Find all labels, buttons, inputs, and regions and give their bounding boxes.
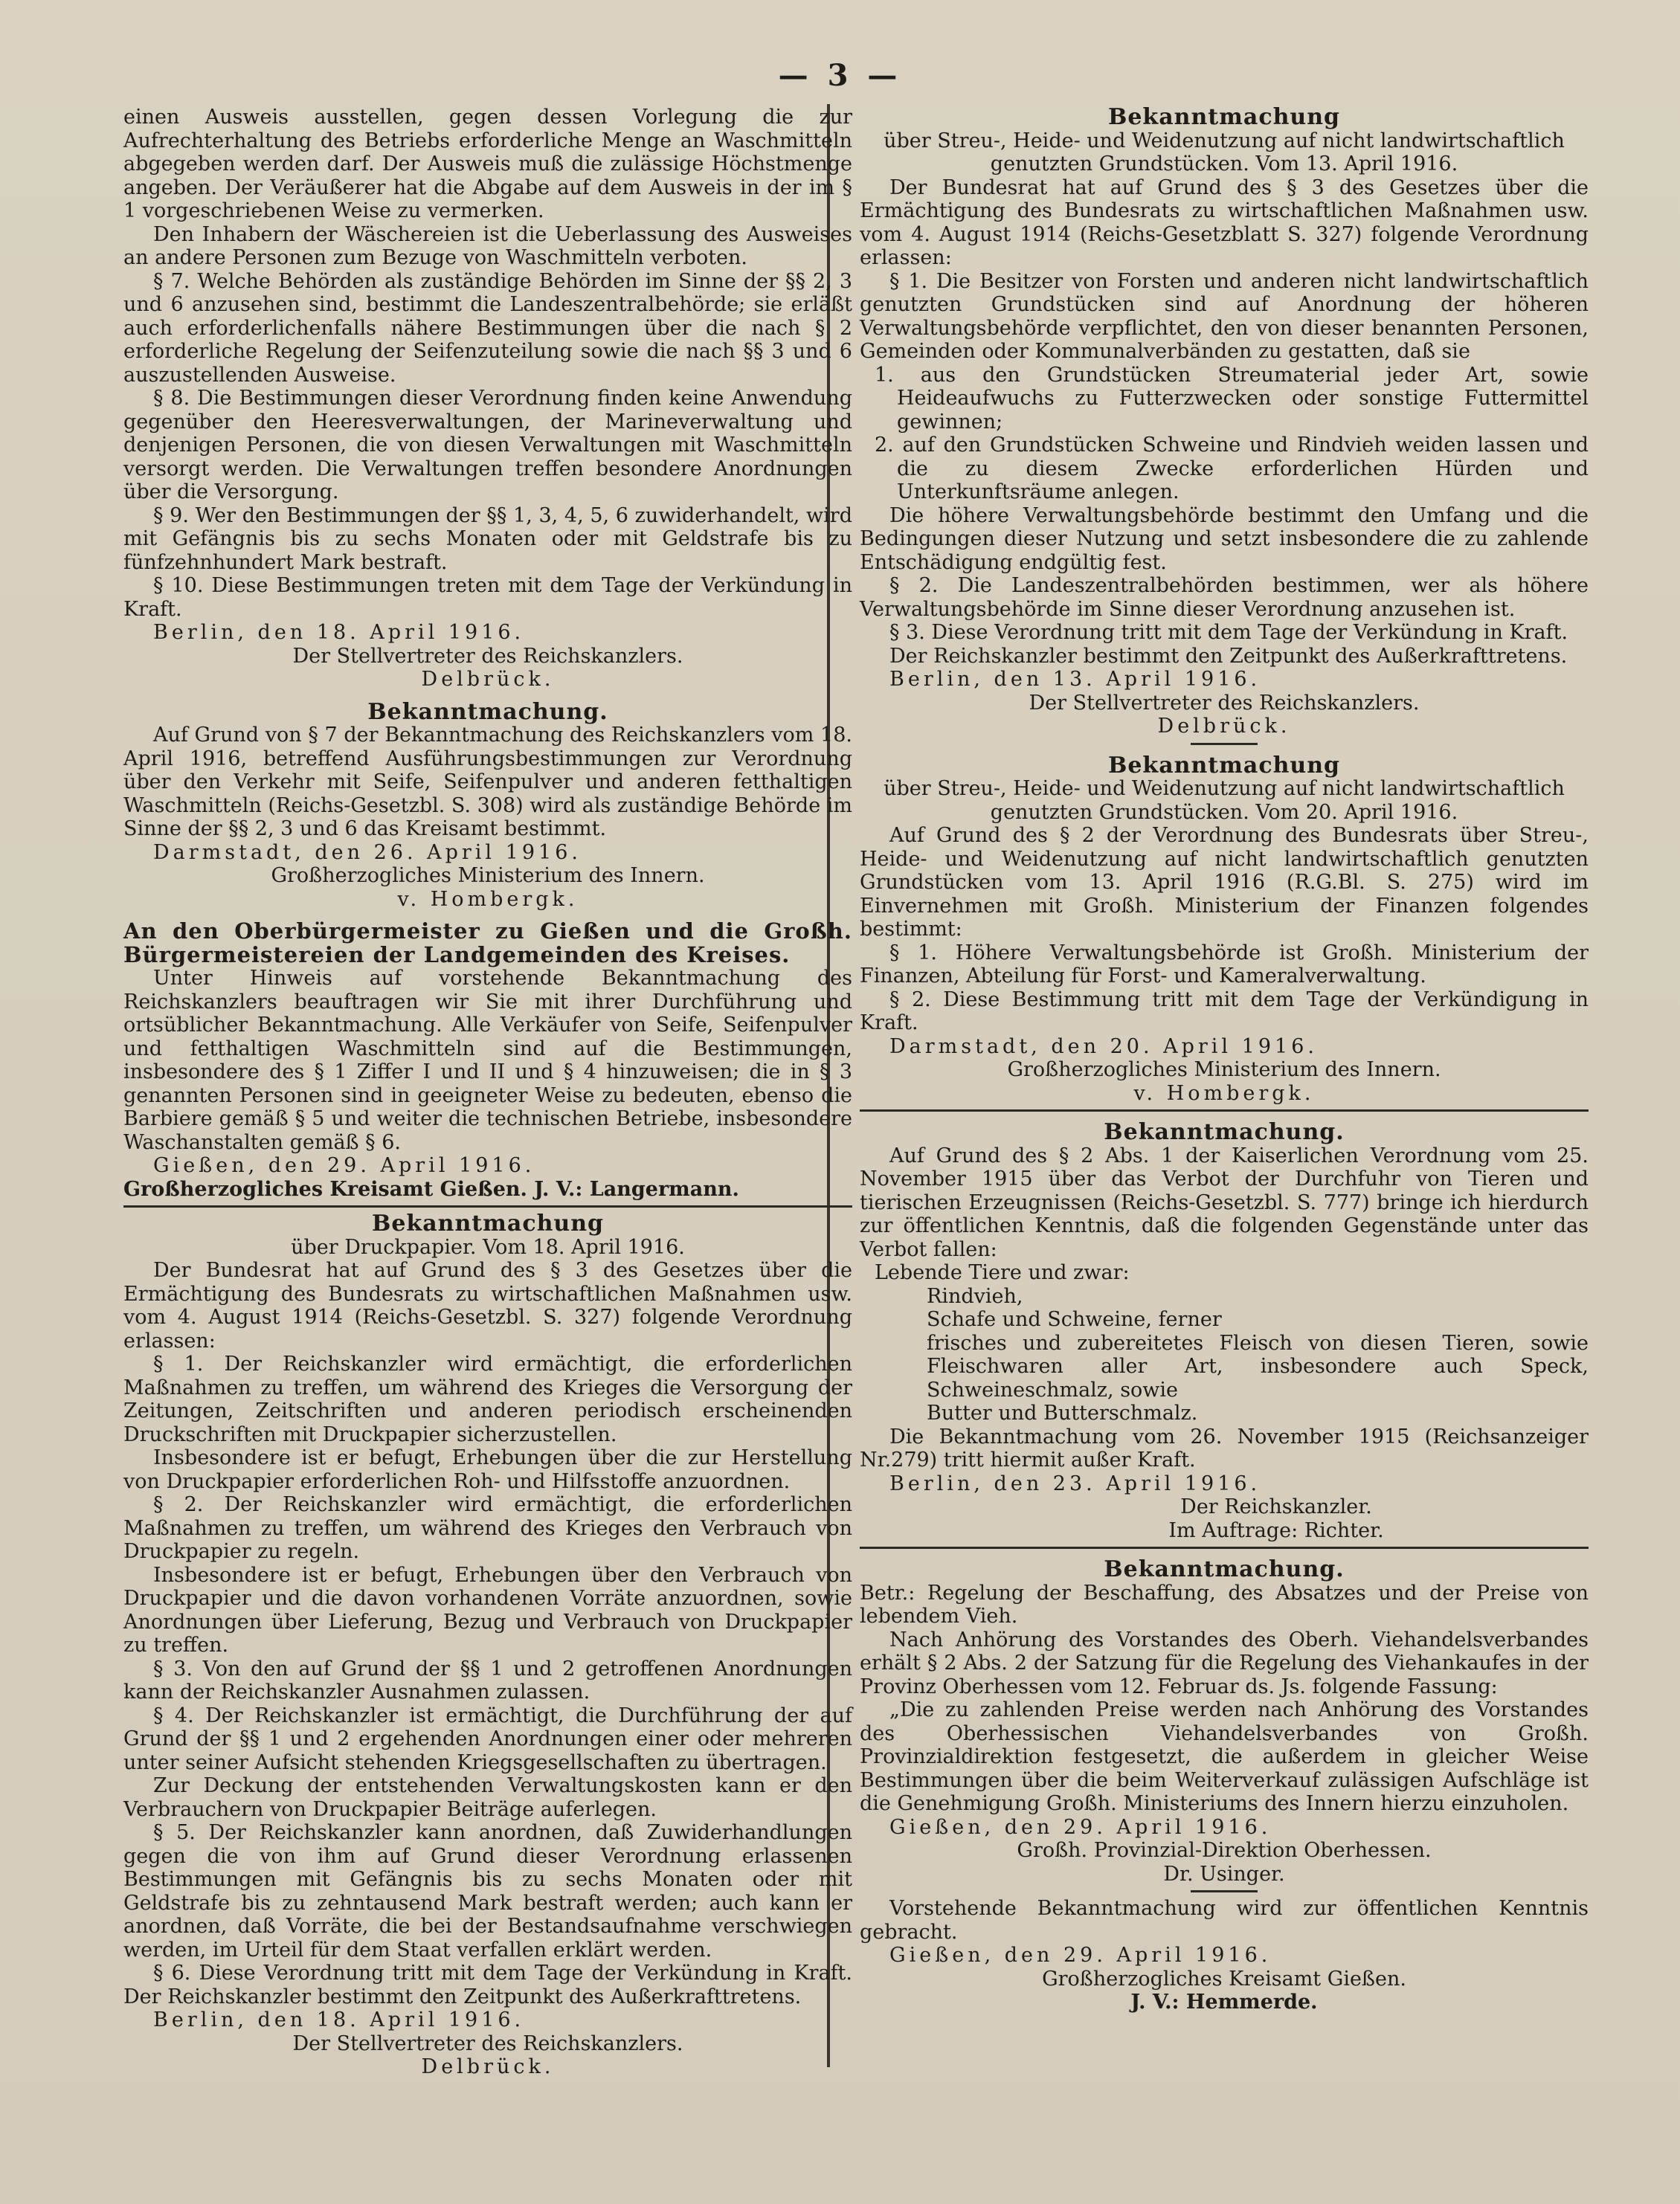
signature: Großherzogliches Kreisamt Gießen. xyxy=(1042,1967,1406,1991)
paragraph: § 5. Der Reichskanzler kann anordnen, daß Zuwiderhandlungen gegen die von ihm auf Grund dieser Verordnung erlassenen Bestimmungen mit Gefängnis bis zu sechs Monaten oder mit Geldstrafe bis zu zehntausend Mark bestraft werden; auch kann er anordnen, daß Vorräte, die bei der Bestandsaufnahme verschwiegen werden, im Urteil für dem Staat verfallen erklärt werden. xyxy=(123,1821,852,1962)
notice-subheading: über Druckpapier. Vom 18. April 1916. xyxy=(291,1235,685,1259)
signature: Der Reichskanzler. xyxy=(1180,1495,1372,1518)
signature: Der Stellvertreter des Reichskanzlers. xyxy=(292,644,683,668)
paragraph: Auf Grund des § 2 Abs. 1 der Kaiserlichen Verordnung vom 25. November 1915 über das Verbot der Durchfuhr von Tieren und tierischen Erzeugnissen (Reichs-Gesetzbl. S. 777) bringe ich hierdurch zur öffentlichen Kenntnis, daß die folgenden Gegenstände unter das Verbot fallen: xyxy=(860,1144,1589,1261)
signature: Großh. Provinzial-Direktion Oberhessen. xyxy=(1017,1839,1432,1862)
short-rule xyxy=(1191,743,1258,745)
date-line: Gießen, den 29. April 1916. xyxy=(153,1154,535,1177)
date-line: Darmstadt, den 20. April 1916. xyxy=(889,1034,1318,1058)
paragraph: einen Ausweis ausstellen, gegen dessen Vorlegung die zur Aufrechterhaltung des Betriebs erforderliche Menge an Waschmitteln abgegeben werden darf. Der Ausweis muß die zulässige Höchstmenge angeben. Der Veräußerer hat die Abgabe auf dem Ausweis in der im § 1 vorgeschriebenen Weise zu vermerken. xyxy=(123,106,852,222)
subject-line: Betr.: Regelung der Beschaffung, des Absatzes und der Preise von lebendem Vieh. xyxy=(860,1581,1589,1628)
notice-heading: An den Oberbürgermeister zu Gießen und die Großh. Bürgermeistereien der Landgemeinden des Kreises. xyxy=(123,918,852,967)
notice-subheading: über Streu-, Heide- und Weidenutzung auf nicht landwirtschaftlich genutzten Grundstücken. Vom 20. April 1916. xyxy=(884,777,1565,824)
signature-name: Im Auftrage: Richter. xyxy=(1168,1518,1384,1542)
short-rule xyxy=(1191,1890,1258,1892)
signature-name: J. V.: Hemmerde. xyxy=(1130,1991,1318,2014)
paragraph: § 1. Höhere Verwaltungsbehörde ist Großh. Ministerium der Finanzen, Abteilung für Forst- und Kameralverwaltung. xyxy=(860,941,1589,987)
list-item: Butter und Butterschmalz. xyxy=(927,1402,1198,1425)
paragraph: Auf Grund von § 7 der Bekanntmachung des Reichskanzlers vom 18. April 1916, betreffend Ausführungsbestimmungen zur Verordnung über den Verkehr mit Seife, Seifenpulver und anderen fetthaltigen Waschmitteln (Reichs-Gesetzbl. S. 308) wird als zuständige Behörde im Sinne der §§ 2, 3 und 6 das Kreisamt bestimmt. xyxy=(123,724,852,840)
notice-heading: Bekanntmachung xyxy=(371,1211,604,1237)
paragraph: § 2. Der Reichskanzler wird ermächtigt, die erforderlichen Maßnahmen zu treffen, um während des Krieges den Verbrauch von Druckpapier zu regeln. xyxy=(123,1493,852,1563)
paragraph: Der Bundesrat hat auf Grund des § 3 des Gesetzes über die Ermächtigung des Bundesrats zu wirtschaftlichen Maßnahmen usw. vom 4. August 1914 (Reichs-Gesetzblatt S. 327) folgende Verordnung erlassen: xyxy=(860,175,1589,269)
date-line: Berlin, den 13. April 1916. xyxy=(889,668,1261,691)
section-rule xyxy=(860,1109,1589,1112)
page-number: — 3 — xyxy=(778,58,902,93)
notice-subheading: über Streu-, Heide- und Weidenutzung auf nicht landwirtschaftlich genutzten Grundstücken. Vom 13. April 1916. xyxy=(884,129,1565,175)
date-line: Berlin, den 23. April 1916. xyxy=(889,1472,1261,1495)
paragraph: § 9. Wer den Bestimmungen der §§ 1, 3, 4, 5, 6 zuwiderhandelt, wird mit Gefängnis bis zu sechs Monaten oder mit Geldstrafe bis zu fünfzehnhundert Mark bestraft. xyxy=(123,503,852,574)
date-line: Gießen, den 29. April 1916. xyxy=(889,1815,1272,1839)
signature: Großherzogliches Ministerium des Innern. xyxy=(1007,1058,1441,1081)
signature-name: Delbrück. xyxy=(421,668,555,691)
paragraph: Vorstehende Bekanntmachung wird zur öffentlichen Kenntnis gebracht. xyxy=(860,1897,1589,1944)
paragraph: § 2. Diese Bestimmung tritt mit dem Tage der Verkündigung in Kraft. xyxy=(860,987,1589,1034)
paragraph: § 2. Die Landeszentralbehörden bestimmen, wer als höhere Verwaltungsbehörde im Sinne dieser Verordnung anzusehen ist. xyxy=(860,574,1589,621)
list-item: Lebende Tiere und zwar: xyxy=(875,1261,1130,1284)
paragraph: Zur Deckung der entstehenden Verwaltungskosten kann er den Verbrauchern von Druckpapier Beiträge auferlegen. xyxy=(123,1774,852,1821)
paragraph: § 6. Diese Verordnung tritt mit dem Tage der Verkündung in Kraft. Der Reichskanzler bestimmt den Zeitpunkt des Außerkrafttretens. xyxy=(123,1962,852,2008)
paragraph: § 1. Die Besitzer von Forsten und anderen nicht landwirtschaftlich genutzten Grundstücken sind auf Anordnung der höheren Verwaltungsbehörde verpflichtet, den von dieser benannten Personen, Gemeinden oder Kommunalverbänden zu gestatten, daß sie xyxy=(860,269,1589,363)
date-line: Darmstadt, den 26. April 1916. xyxy=(153,840,582,864)
notice-heading: Bekanntmachung. xyxy=(367,698,608,725)
list-item: 2. auf den Grundstücken Schweine und Rindvieh weiden lassen und die zu diesem Zwecke erforderlichen Hürden und Unterkunftsräume anlegen. xyxy=(875,434,1589,503)
paragraph: „Die zu zahlenden Preise werden nach Anhörung des Vorstandes des Oberhessischen Viehandelsverbandes von Großh. Provinzialdirektion festgesetzt, die außerdem in gleicher Weise Bestimmungen über die beim Weiterverkauf zulässigen Aufschläge ist die Genehmigung Großh. Ministeriums des Innern hierzu einzuholen. xyxy=(860,1698,1589,1815)
paragraph: Die Bekanntmachung vom 26. November 1915 (Reichsanzeiger Nr.279) tritt hiermit außer Kraft. xyxy=(860,1425,1589,1472)
section-rule xyxy=(860,1547,1589,1549)
paragraph: § 3. Diese Verordnung tritt mit dem Tage der Verkündung in Kraft. xyxy=(889,621,1568,644)
signature-name: Delbrück. xyxy=(421,2055,555,2078)
notice-heading: Bekanntmachung. xyxy=(1104,1119,1345,1145)
paragraph: Insbesondere ist er befugt, Erhebungen über die zur Herstellung von Druckpapier erforderlichen Roh- und Hilfsstoffe anzuordnen. xyxy=(123,1446,852,1493)
section-rule xyxy=(123,1205,852,1208)
notice-heading: Bekanntmachung. xyxy=(1104,1556,1345,1582)
signature-name: v. Hombergk. xyxy=(397,887,579,911)
paragraph: § 8. Die Bestimmungen dieser Verordnung finden keine Anwendung gegenüber den Heeresverwaltungen, der Marineverwaltung und denjenigen Personen, die von diesen Verwaltungen mit Waschmitteln versorgt werden. Die Verwaltungen treffen besondere Anordnungen über die Versorgung. xyxy=(123,387,852,503)
notice-heading: Bekanntmachung xyxy=(1107,752,1340,779)
paragraph: Der Bundesrat hat auf Grund des § 3 des Gesetzes über die Ermächtigung des Bundesrats zu wirtschaftlichen Maßnahmen usw. vom 4. August 1914 (Reichs-Gesetzbl. S. 327) folgende Verordnung erlassen: xyxy=(123,1259,852,1353)
right-column xyxy=(860,106,1589,2014)
paragraph: Unter Hinweis auf vorstehende Bekanntmachung des Reichskanzlers beauftragen wir Sie mit ihrer Durchführung und ortsüblicher Bekanntmachung. Alle Verkäufer von Seife, Seifenpulver und fetthaltigen Waschmitteln sind auf die Bestimmungen, insbesondere des § 1 Ziffer I und II und § 4 hinzuweisen; die in § 3 genannten Personen sind in geeigneter Weise zu bedeuten, ebenso die Barbiere gemäß § 5 und weiter die technischen Betriebe, insbesondere Waschanstalten gemäß § 6. xyxy=(123,967,852,1154)
list-item: Rindvieh, xyxy=(927,1284,1023,1308)
date-line: Berlin, den 18. April 1916. xyxy=(153,2008,525,2031)
signature-name: Delbrück. xyxy=(1157,715,1291,738)
paragraph: Den Inhabern der Wäschereien ist die Ueberlassung des Ausweises an andere Personen zum Bezuge von Waschmitteln verboten. xyxy=(123,222,852,269)
paragraph: § 7. Welche Behörden als zuständige Behörden im Sinne der §§ 2, 3 und 6 anzusehen sind, bestimmt die Landeszentralbehörde; sie erläßt auch erforderlichenfalls nähere Bestimmungen über die nach § 2 erforderliche Regelung der Seifenzuteilung sowie die nach §§ 3 und 6 auszustellenden Ausweise. xyxy=(123,269,852,387)
list-item: 1. aus den Grundstücken Streumaterial jeder Art, sowie Heideaufwuchs zu Futterzwecken oder sonstige Futtermittel gewinnen; xyxy=(875,363,1589,434)
signature: Der Stellvertreter des Reichskanzlers. xyxy=(1029,691,1420,715)
signature: Der Stellvertreter des Reichskanzlers. xyxy=(292,2031,683,2055)
list-item: frisches und zubereitetes Fleisch von diesen Tieren, sowie Fleischwaren aller Art, insbesondere auch Speck, Schweineschmalz, sowie xyxy=(927,1331,1589,1402)
paragraph: § 3. Von den auf Grund der §§ 1 und 2 getroffenen Anordnungen kann der Reichskanzler Ausnahmen zulassen. xyxy=(123,1657,852,1704)
signature: Großherzogliches Ministerium des Innern. xyxy=(271,864,705,887)
list-item: Schafe und Schweine, ferner xyxy=(927,1308,1222,1331)
signature-name: v. Hombergk. xyxy=(1133,1081,1315,1105)
signature-name: Dr. Usinger. xyxy=(1163,1862,1285,1886)
paragraph: Insbesondere ist er befugt, Erhebungen über den Verbrauch von Druckpapier und die davon vorhandenen Vorräte anzuordnen, sowie Anordnungen über Lieferung, Bezug und Verbrauch von Druckpapier zu treffen. xyxy=(123,1563,852,1657)
paragraph: § 4. Der Reichskanzler ist ermächtigt, die Durchführung der auf Grund der §§ 1 und 2 ergehenden Anordnungen einer oder mehreren unter seiner Aufsicht stehenden Kriegsgesellschaften zu übertragen. xyxy=(123,1704,852,1774)
paragraph: Nach Anhörung des Vorstandes des Oberh. Viehandelsverbandes erhält § 2 Abs. 2 der Satzung für die Regelung des Viehankaufes in der Provinz Oberhessen vom 12. Februar ds. Js. folgende Fassung: xyxy=(860,1628,1589,1698)
signature: Großherzogliches Kreisamt Gießen. J. V.: Langermann. xyxy=(123,1177,739,1201)
date-line: Gießen, den 29. April 1916. xyxy=(889,1944,1272,1967)
paragraph: Auf Grund des § 2 der Verordnung des Bundesrats über Streu-, Heide- und Weidenutzung auf nicht landwirtschaftlich genutzten Grundstücken vom 13. April 1916 (R.G.Bl. S. 275) wird im Einvernehmen mit Großh. Ministerium der Finanzen folgendes bestimmt: xyxy=(860,824,1589,941)
paragraph: Der Reichskanzler bestimmt den Zeitpunkt des Außerkrafttretens. xyxy=(889,644,1568,668)
left-column xyxy=(123,106,852,2079)
paragraph: Die höhere Verwaltungsbehörde bestimmt den Umfang und die Bedingungen dieser Nutzung und setzt insbesondere die zu zahlende Entschädigung endgültig fest. xyxy=(860,503,1589,574)
date-line: Berlin, den 18. April 1916. xyxy=(153,621,525,644)
notice-heading: Bekanntmachung xyxy=(1107,104,1340,130)
paragraph: § 10. Diese Bestimmungen treten mit dem Tage der Verkündung in Kraft. xyxy=(123,574,852,621)
paragraph: § 1. Der Reichskanzler wird ermächtigt, die erforderlichen Maßnahmen zu treffen, um während des Krieges die Versorgung der Zeitungen, Zeitschriften und anderen periodisch erscheinenden Druckschriften mit Druckpapier sicherzustellen. xyxy=(123,1353,852,1446)
